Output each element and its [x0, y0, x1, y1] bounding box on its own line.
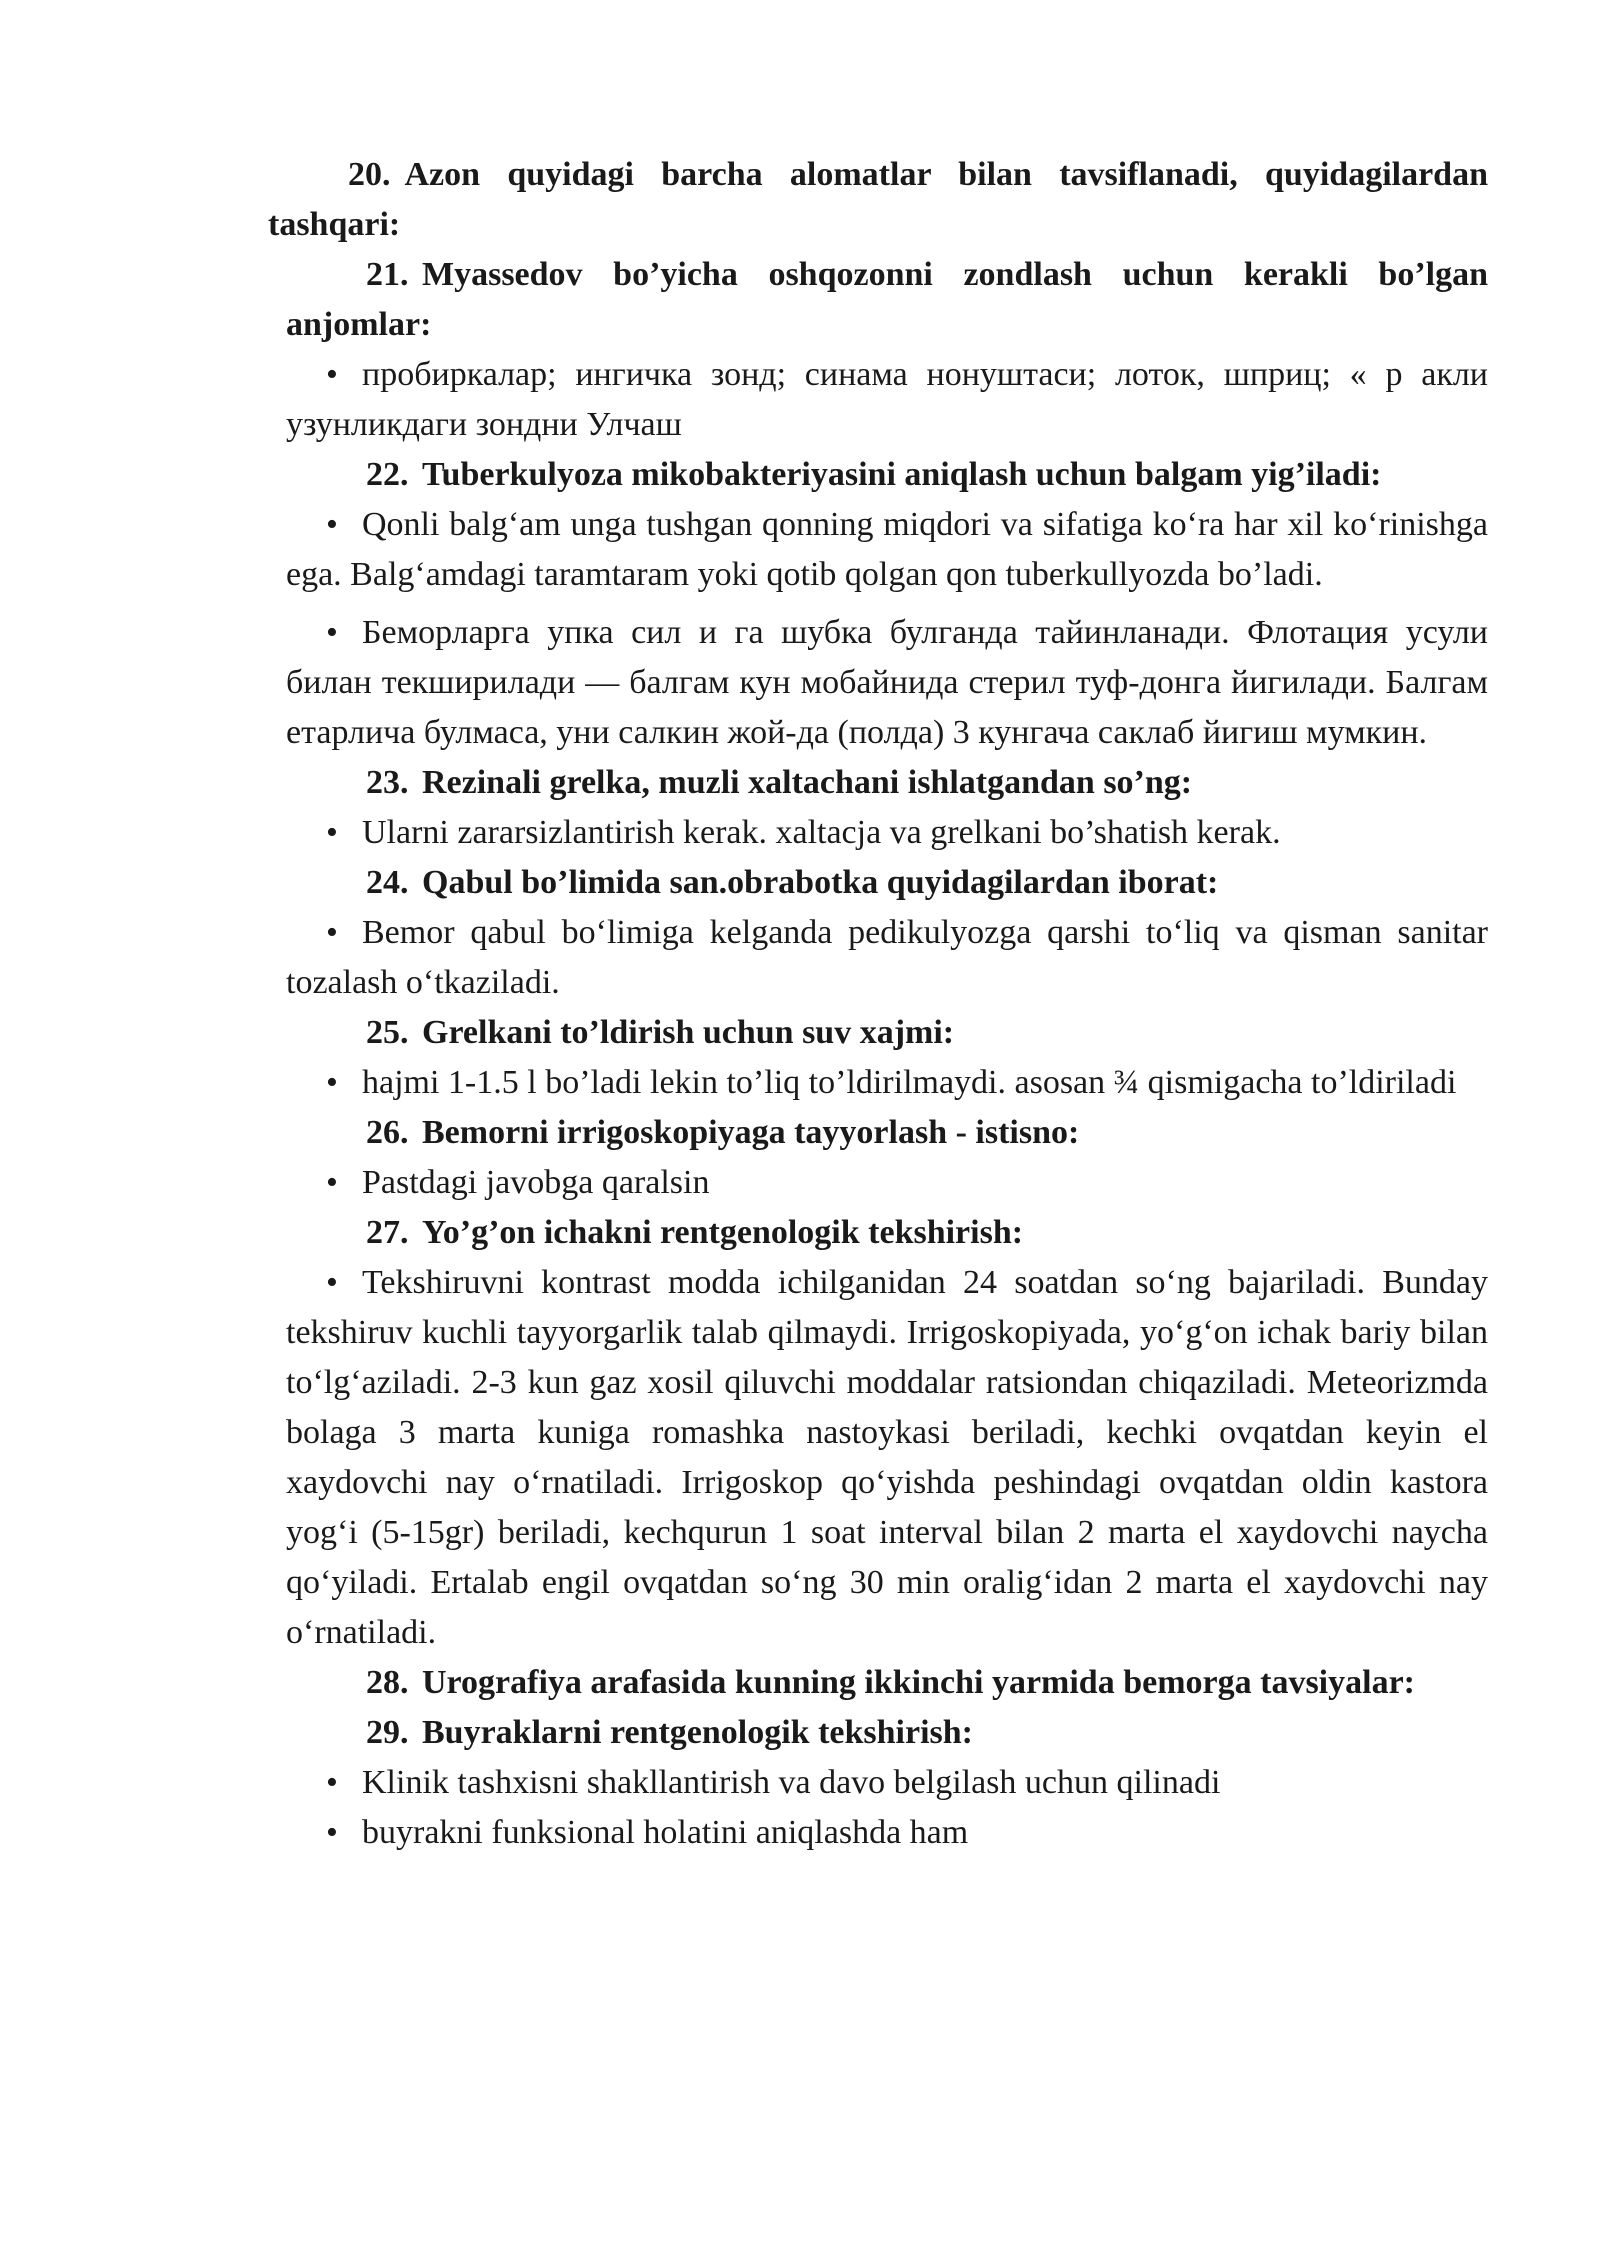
question-text: Azon quyidagi barcha alomatlar bilan tavsiflanadi, quyidagilardan tashqari:: [268, 156, 1488, 243]
bullet-dot-icon: •: [326, 1064, 338, 1101]
bullet-dot-icon: •: [326, 1264, 338, 1301]
bullet-dot-icon: •: [326, 614, 338, 651]
bullet-dot-icon: •: [326, 1814, 338, 1851]
question-text: Bemorni irrigoskopiyaga tayyorlash - istisno:: [422, 1114, 1080, 1151]
answer-text: Klinik tashxisni shakllantirish va davo belgilash uchun qilinadi: [362, 1764, 1221, 1801]
bullet-dot-icon: •: [326, 1164, 338, 1201]
bullet-dot-icon: •: [326, 914, 338, 951]
question-25: [286, 1008, 1488, 1058]
question-23: [286, 758, 1488, 808]
answer-text: buyrakni funksional holatini aniqlashda ham: [362, 1814, 969, 1851]
answer-bullet: [286, 1808, 1488, 1858]
question-number: 20.: [348, 156, 391, 193]
question-27: [286, 1208, 1488, 1258]
answer-text: Qonli balg‘am unga tushgan qonning miqdori va sifatiga ko‘ra har xil ko‘rinishga ega. Balg‘amdagi taramtaram yoki qotib qolgan qon tuberkullyozda bo’ladi.: [286, 506, 1488, 593]
question-number: 24.: [366, 864, 409, 901]
answer-bullet: [286, 908, 1488, 1008]
answer-text: Ularni zararsizlantirish kerak. xaltacja va grelkani bo’shatish kerak.: [362, 814, 1281, 851]
question-text: Urografiya arafasida kunning ikkinchi yarmida bemorga tavsiyalar:: [422, 1664, 1415, 1701]
question-number: 26.: [366, 1114, 409, 1151]
answer-text: Pastdagi javobga qaralsin: [362, 1164, 710, 1201]
question-29: [286, 1708, 1488, 1758]
question-text: Grelkani to’ldirish uchun suv xajmi:: [422, 1014, 955, 1051]
answer-text: Tekshiruvni kontrast modda ichilganidan 24 soatdan so‘ng bajariladi. Bunday tekshiruv kuchli tayyorgarlik talab qilmaydi. Irrigoskopiyada, yo‘g‘on ichak bariy bilan to‘lg‘aziladi. 2-3 kun gaz xosil qiluvchi moddalar ratsiondan chiqaziladi. Meteorizmda bolaga 3 marta kuniga romashka nastoykasi beriladi, kechki ovqatdan keyin el xaydovchi nay o‘rnatiladi. Irrigoskop qo‘yishda peshindagi ovqatdan oldin kastora yog‘i (5-15gr) beriladi, kechqurun 1 soat interval bilan 2 marta el xaydovchi naycha qo‘yiladi. Ertalab engil ovqatdan so‘ng 30 min oralig‘idan 2 marta el xaydovchi nay o‘rnatiladi.: [286, 1264, 1488, 1651]
question-28: [286, 1658, 1488, 1708]
answer-text: hajmi 1-1.5 l bo’ladi lekin to’liq to’ldirilmaydi. asosan ¾ qismigacha to’ldiriladi: [362, 1064, 1457, 1101]
bullet-dot-icon: •: [326, 506, 338, 543]
bullet-dot-icon: •: [326, 814, 338, 851]
answer-text: пробиркалар; ингичка зонд; синама нонуштаси; лоток, шприц; « р акли узунликдаги зондни Улчаш: [286, 356, 1488, 443]
question-text: Rezinali grelka, muzli xaltachani ishlatgandan so’ng:: [422, 764, 1193, 801]
question-number: 28.: [366, 1664, 409, 1701]
question-text: Tuberkulyoza mikobakteriyasini aniqlash uchun balgam yig’iladi:: [422, 456, 1382, 493]
answer-text: Беморларга упка сил и га шубка булганда тайинланади. Флотация усули билан текширилади — балгам кун мобайнида стерил туф-донга йигилади. Балгам етарлича булмаса, уни салкин жой-да (полда) 3 кунгача саклаб йигиш мумкин.: [286, 614, 1488, 751]
question-26: [286, 1108, 1488, 1158]
question-number: 27.: [366, 1214, 409, 1251]
question-22: [286, 450, 1488, 500]
question-text: Myassedov bo’yicha oshqozonni zondlash uchun kerakli bo’lgan anjomlar:: [286, 256, 1488, 343]
answer-bullet: [286, 808, 1488, 858]
question-number: 25.: [366, 1014, 409, 1051]
question-number: 29.: [366, 1714, 409, 1751]
answer-bullet: [286, 1758, 1488, 1808]
answer-bullet: [286, 1258, 1488, 1658]
question-number: 22.: [366, 456, 409, 493]
bullet-dot-icon: •: [326, 356, 338, 393]
bullet-dot-icon: •: [326, 1764, 338, 1801]
answer-bullet: [286, 1058, 1488, 1108]
question-text: Qabul bo’limida san.obrabotka quyidagilardan iborat:: [422, 864, 1219, 901]
question-20: [268, 150, 1488, 250]
question-number: 21.: [366, 256, 409, 293]
answer-bullet: [286, 350, 1488, 450]
question-text: Yo’g’on ichakni rentgenologik tekshirish:: [422, 1214, 1024, 1251]
question-24: [286, 858, 1488, 908]
question-number: 23.: [366, 764, 409, 801]
question-text: Buyraklarni rentgenologik tekshirish:: [422, 1714, 973, 1751]
question-list: [268, 150, 1488, 1858]
question-21: [286, 250, 1488, 350]
answer-text: Bemor qabul bo‘limiga kelganda pedikulyozga qarshi to‘liq va qisman sanitar tozalash o‘tkaziladi.: [286, 914, 1488, 1001]
answer-bullet: [286, 608, 1488, 758]
answer-bullet: [286, 1158, 1488, 1208]
answer-bullet: [286, 500, 1488, 600]
